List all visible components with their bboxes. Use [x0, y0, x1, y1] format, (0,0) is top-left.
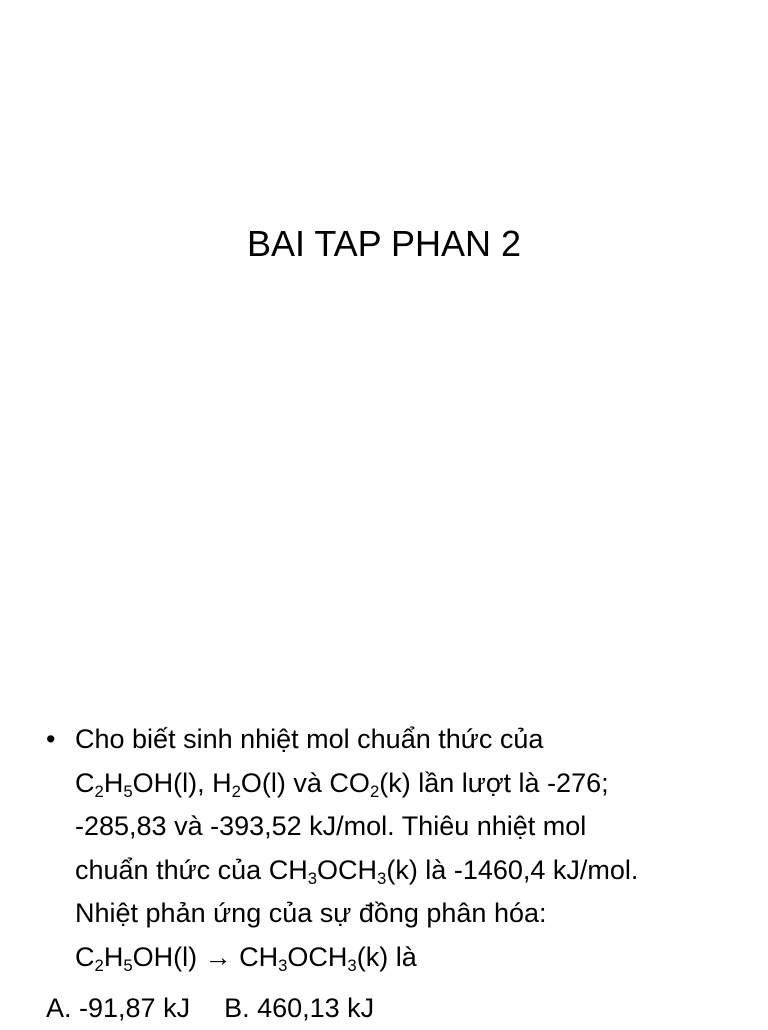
question-line-1: Cho biết sinh nhiệt mol chuẩn thức của: [75, 724, 544, 754]
formula-text: (k) là -1460,4 kJ/mol.: [386, 854, 639, 885]
formula-text: C: [75, 767, 95, 798]
formula-text: chuẩn thức của CH: [75, 854, 308, 885]
subscript: 3: [377, 868, 387, 888]
subscript: 3: [347, 955, 357, 975]
formula-text: C: [75, 941, 95, 972]
subscript: 5: [123, 955, 133, 975]
subscript: 2: [231, 781, 241, 801]
formula-text: H: [103, 767, 124, 798]
formula-text: OCH: [287, 941, 348, 972]
question-line-5: Nhiệt phản ứng của sự đồng phân hóa:: [75, 898, 547, 928]
question-bullet: [46, 718, 746, 979]
formula-text: H: [103, 941, 124, 972]
subscript: 2: [94, 955, 104, 975]
question-line-6: [75, 936, 746, 980]
question-text: [75, 718, 746, 979]
subscript: 3: [278, 955, 288, 975]
subscript: 2: [369, 781, 380, 801]
formula-text: OH(l) → CH: [132, 941, 279, 972]
bullet-icon: •: [46, 724, 56, 754]
subscript: 3: [307, 868, 318, 888]
answer-option-a: A. -91,87 kJ: [46, 993, 191, 1023]
formula-text: (k) lần lượt là -276;: [379, 767, 609, 798]
formula-text: OH(l), H: [132, 767, 232, 798]
slide-title: BAI TAP PHAN 2: [246, 223, 522, 264]
question-line-3: -285,83 và -393,52 kJ/mol. Thiêu nhiệt mol: [75, 811, 587, 841]
answer-option-b: B. 460,13 kJ: [224, 993, 375, 1023]
question-line-2: [75, 762, 746, 806]
formula-text: OCH: [317, 854, 378, 885]
formula-text: (k) là: [356, 941, 417, 972]
question-line-4: [75, 849, 746, 893]
subscript: 2: [94, 781, 104, 801]
formula-text: O(l) và CO: [240, 767, 370, 798]
subscript: 5: [123, 781, 133, 801]
